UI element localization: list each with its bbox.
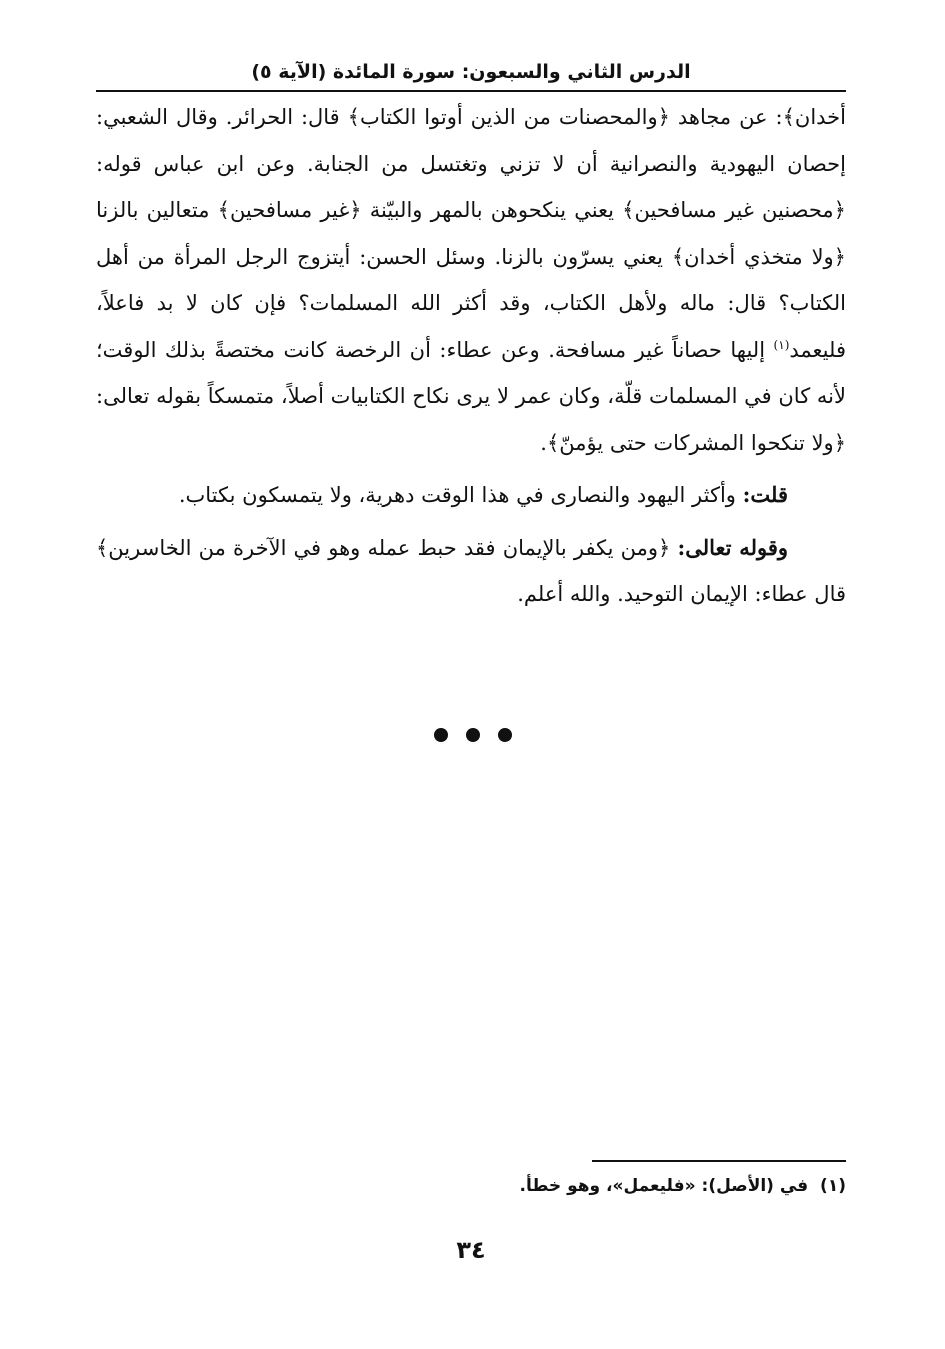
section-break-ornament: [400, 728, 545, 744]
header-rule: [96, 90, 846, 92]
paragraph-2: [96, 472, 846, 519]
paragraph-2-text: وأكثر اليهود والنصارى في هذا الوقت دهرية، ولا يتمسكون بكتاب.: [178, 483, 743, 507]
ornament-dot: [498, 728, 512, 742]
ornament-dot: [434, 728, 448, 742]
footnote-rule: [592, 1160, 846, 1162]
paragraph-1-text-a: أخدان﴾: عن مجاهد ﴿والمحصنات من الذين أوتوا الكتاب﴾ قال: الحرائر. وقال الشعبي: إحصان اليهودية والنصرانية أن لا تزني وتغتسل من الجنابة. وعن ابن عباس قوله: ﴿محصنين غير مسافحين﴾ يعني ينكحوهن بالمهر والبيّنة ﴿غير مسافحين﴾ متعالين بالزنا ﴿ولا متخذي أخدان﴾ يعني يسرّون بالزنا. وسئل الحسن: أيتزوج الرجل المرأة من أهل الكتاب؟ قال: ماله ولأهل الكتاب، وقد أكثر الله المسلمات؟ فإن كان لا بد فاعلاً، فليعمد: [96, 105, 846, 362]
paragraph-3: [96, 525, 846, 618]
page-number: ٣٤: [456, 1236, 486, 1264]
paragraph-3-lead: وقوله تعالى:: [677, 534, 788, 560]
running-head: الدرس الثاني والسبعون: سورة المائدة (الآية ٥): [251, 61, 691, 83]
footnote-reference[interactable]: (١): [773, 337, 790, 352]
paragraph-3-text: ﴿ومن يكفر بالإيمان فقد حبط عمله وهو في الآخرة من الخاسرين﴾ قال عطاء: الإيمان التوحيد. والله أعلم.: [96, 535, 846, 606]
paragraph-1-text-b: إليها حصاناً غير مسافحة. وعن عطاء: أن الرخصة كانت مختصةً بذلك الوقت؛ لأنه كان في المسلمات قلّة، وكان عمر لا يرى نكاح الكتابيات أصلاً، متمسكاً بقوله تعالى: ﴿ولا تنكحوا المشركات حتى يؤمنّ﴾.: [96, 337, 846, 455]
ornament-dot: [466, 728, 480, 742]
footnote-marker: (١): [820, 1176, 846, 1196]
footnote-text: في (الأصل): «فليعمل»، وهو خطأ.: [519, 1176, 809, 1196]
paragraph-1: [96, 94, 846, 466]
footnote-1: [96, 1172, 846, 1200]
paragraph-2-lead: قلت:: [742, 482, 788, 507]
main-text: [96, 94, 846, 618]
